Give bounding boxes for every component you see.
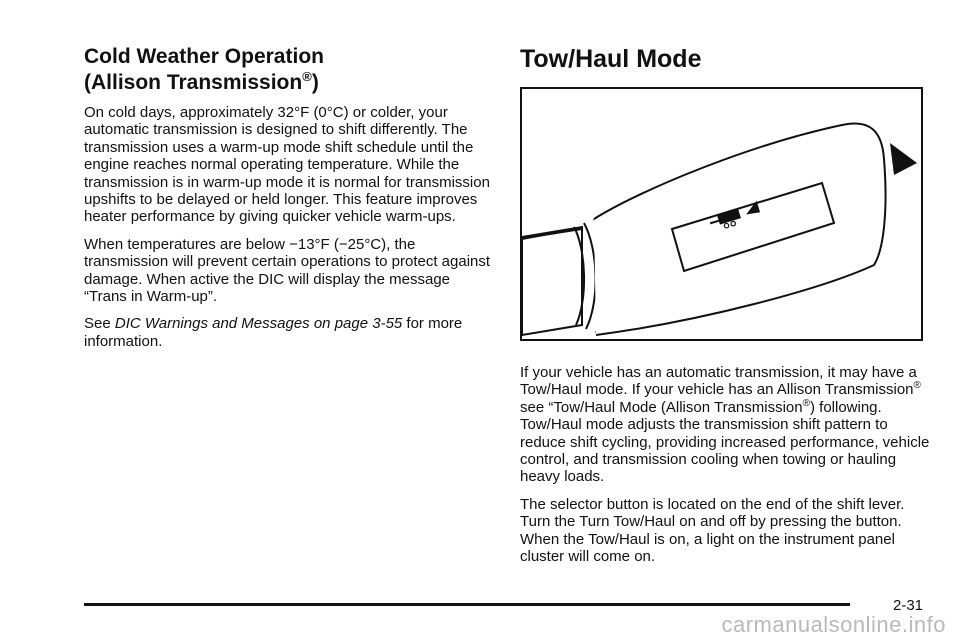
dic-warnings-link[interactable]: DIC Warnings and Messages on page 3-55: [114, 315, 403, 333]
page-number: 2-31: [893, 597, 924, 614]
watermark: carmanualsonline.info: [721, 612, 946, 637]
cold-weather-para-2: When temperatures are below −13°F (−25°C), the transmission will prevent certain operations to protect against damage. When active the DIC will display the message “Trans in Warm-up”.: [84, 235, 491, 306]
tow-haul-body: [520, 364, 930, 575]
tow-haul-para-1: If your vehicle has an automatic transmission, it may have a Tow/Haul mode. If your vehicle has an Allison Transmission® see “Tow/Haul Mode (Allison Transmission®) following. Tow/Haul mode adjusts the transmission shift pattern to reduce shift cycling, providing increased performance, vehicle control, and transmission cooling when towing or hauling heavy loads.: [520, 364, 930, 486]
footer-rule: [84, 603, 850, 606]
tow-haul-heading: Tow/Haul Mode: [520, 45, 702, 73]
pointer-arrow-icon: [890, 143, 917, 175]
cold-weather-para-1: On cold days, approximately 32°F (0°C) or colder, your automatic transmission is designed to shift differently. The transmission uses a warm-up mode shift schedule until the engine reaches normal operating temperature. While the transmission is in warm-up mode it is normal for transmission upshifts to be delayed or held longer. This feature improves heater performance by giving quicker vehicle warm-ups.: [84, 104, 490, 226]
shift-lever-svg: [522, 89, 921, 339]
shift-lever-illustration: [520, 87, 923, 341]
cold-weather-heading: Cold Weather Operation (Allison Transmission®): [84, 45, 324, 94]
cold-weather-para-3: See DIC Warnings and Messages on page 3-55 for more information.: [84, 315, 463, 350]
tow-haul-para-2: The selector button is located on the end of the shift lever. Turn the Turn Tow/Haul on and off by pressing the button. When the Tow/Haul is on, a light on the instrument panel cluster will come on.: [520, 495, 905, 566]
left-column: [84, 44, 494, 360]
right-column: [520, 44, 930, 566]
